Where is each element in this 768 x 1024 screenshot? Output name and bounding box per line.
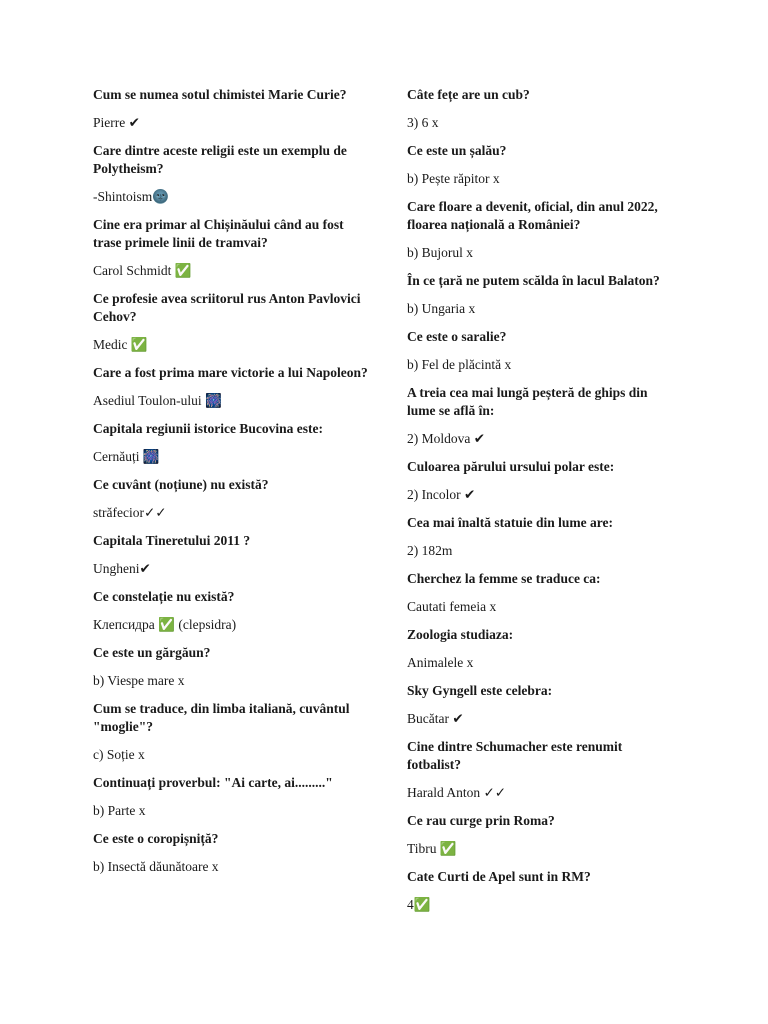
left-column: [93, 86, 368, 886]
answer: Asediul Toulon-ului 🎆: [93, 393, 222, 408]
qa-item: [407, 458, 672, 504]
answer: Tibru ✅: [407, 841, 457, 856]
qa-item: [93, 420, 368, 466]
question: Ce este o coropișniță?: [93, 831, 219, 846]
qa-item: [407, 142, 672, 188]
answer: b) Fel de plăcintă x: [407, 357, 512, 372]
qa-item: [407, 86, 672, 132]
question: Cherchez la femme se traduce ca:: [407, 571, 601, 586]
answer: Bucătar ✔: [407, 711, 464, 726]
answer: 2) 182m: [407, 543, 453, 558]
question: Care dintre aceste religii este un exemplu de Polytheism?: [93, 143, 347, 176]
answer: Cernăuți 🎆: [93, 449, 160, 464]
answer: Ungheni✔: [93, 561, 151, 576]
question: Cine era primar al Chișinăului când au fost trase primele linii de tramvai?: [93, 217, 344, 250]
question: Cum se traduce, din limba italiană, cuvântul "moglie"?: [93, 701, 350, 734]
qa-item: [407, 272, 672, 318]
question: Sky Gyngell este celebra:: [407, 683, 553, 698]
question: Ce este o saralie?: [407, 329, 507, 344]
qa-item: [407, 682, 672, 728]
answer: b) Ungaria x: [407, 301, 476, 316]
qa-item: [407, 514, 672, 560]
question: Cate Curti de Apel sunt in RM?: [407, 869, 591, 884]
answer: Cautati femeia x: [407, 599, 497, 614]
qa-item: [93, 588, 368, 634]
answer: Harald Anton ✓✓: [407, 785, 507, 800]
answer: b) Bujorul x: [407, 245, 473, 260]
answer: 4✅: [407, 897, 431, 912]
qa-item: [93, 216, 368, 280]
answer: 2) Moldova ✔: [407, 431, 486, 446]
qa-item: [407, 868, 672, 914]
qa-item: [93, 290, 368, 354]
question: Capitala regiunii istorice Bucovina este:: [93, 421, 323, 436]
answer: b) Viespe mare x: [93, 673, 185, 688]
question: Ce este un șalău?: [407, 143, 507, 158]
qa-item: [93, 830, 368, 876]
answer: c) Soție x: [93, 747, 145, 762]
answer: Carol Schmidt ✅: [93, 263, 192, 278]
qa-item: [407, 570, 672, 616]
question: Culoarea părului ursului polar este:: [407, 459, 615, 474]
answer: b) Pește răpitor x: [407, 171, 500, 186]
question: Ce profesie avea scriitorul rus Anton Pavlovici Cehov?: [93, 291, 361, 324]
question: Ce este un gărgăun?: [93, 645, 211, 660]
qa-item: [407, 384, 672, 448]
question: În ce țară ne putem scălda în lacul Balaton?: [407, 273, 660, 288]
question: Care a fost prima mare victorie a lui Napoleon?: [93, 365, 368, 380]
answer: Клепсидра ✅ (clepsidra): [93, 617, 237, 632]
answer: b) Parte x: [93, 803, 146, 818]
question: Ce cuvânt (noțiune) nu există?: [93, 477, 269, 492]
answer: străfecior✓✓: [93, 505, 167, 520]
question: Cea mai înaltă statuie din lume are:: [407, 515, 613, 530]
question: Ce rau curge prin Roma?: [407, 813, 555, 828]
answer: 3) 6 x: [407, 115, 439, 130]
question: Zoologia studiaza:: [407, 627, 514, 642]
qa-item: [407, 626, 672, 672]
question: Capitala Tineretului 2011 ?: [93, 533, 251, 548]
answer: 2) Incolor ✔: [407, 487, 476, 502]
answer: Animalele x: [407, 655, 474, 670]
answer: b) Insectă dăunătoare x: [93, 859, 219, 874]
qa-item: [93, 644, 368, 690]
qa-item: [407, 328, 672, 374]
qa-item: [407, 198, 672, 262]
question: Care floare a devenit, oficial, din anul 2022, floarea națională a României?: [407, 199, 658, 232]
qa-item: [93, 86, 368, 132]
question: Cum se numea sotul chimistei Marie Curie?: [93, 87, 347, 102]
qa-item: [93, 774, 368, 820]
question: Continuați proverbul: "Ai carte, ai.........": [93, 775, 333, 790]
right-column: [407, 86, 672, 924]
qa-item: [93, 364, 368, 410]
answer: Medic ✅: [93, 337, 148, 352]
qa-item: [93, 700, 368, 764]
question: Ce constelație nu există?: [93, 589, 235, 604]
question: Câte fețe are un cub?: [407, 87, 530, 102]
qa-item: [407, 738, 672, 802]
qa-item: [407, 812, 672, 858]
qa-item: [93, 142, 368, 206]
qa-item: [93, 532, 368, 578]
answer: -Shintoism🌚: [93, 189, 170, 204]
question: Cine dintre Schumacher este renumit fotbalist?: [407, 739, 623, 772]
question: A treia cea mai lungă peșteră de ghips din lume se află în:: [407, 385, 648, 418]
answer: Pierre ✔: [93, 115, 140, 130]
qa-item: [93, 476, 368, 522]
